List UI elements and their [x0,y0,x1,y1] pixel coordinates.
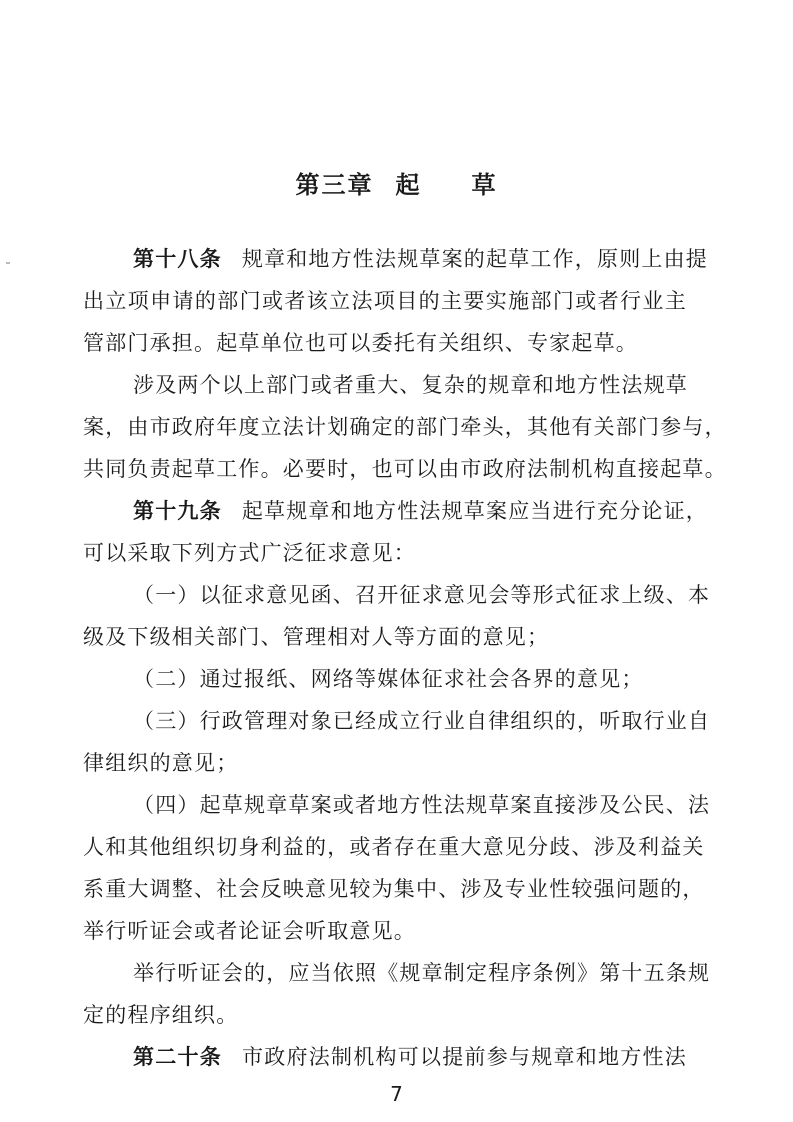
chapter-number: 第三章 [295,170,374,199]
paragraph-line: 共同负责起草工作。必要时，也可以由市政府法制机构直接起草。 [83,457,727,481]
chapter-word-1: 起 [395,170,422,199]
paragraph-line: 律组织的意见； [83,751,239,775]
text-span: 起草规章和地方性法规草案应当进行充分论证， [241,499,709,523]
text-span: 市政府法制机构可以提前参与规章和地方性法 [242,1045,687,1069]
paragraph-line [133,491,709,531]
paragraph-line: 系重大调整、社会反映意见较为集中、涉及专业性较强问题的， [83,877,705,901]
paragraph-line [133,239,709,279]
paragraph-line: 级及下级相关部门、管理相对人等方面的意见； [83,625,550,649]
paragraph-line: （三）行政管理对象已经成立行业自律组织的，听取行业自 [133,709,711,733]
article-heading: 第十八条 [133,246,222,271]
article-heading: 第十九条 [133,498,222,523]
paragraph-line [133,1037,687,1077]
paragraph-line: 出立项申请的部门或者该立法项目的主要实施部门或者行业主 [83,289,687,313]
paragraph-line: （四）起草规章草案或者地方性法规草案直接涉及公民、法 [133,793,711,817]
paragraph-line: （一）以征求意见函、召开征求意见会等形式征求上级、本 [133,583,711,607]
text-span: 规章和地方性法规草案的起草工作，原则上由提 [241,247,709,271]
paragraph-line: （二）通过报纸、网络等媒体征求社会各界的意见； [133,667,644,691]
paragraph-line: 可以采取下列方式广泛征求意见： [83,541,416,565]
paragraph-line: 举行听证会的，应当依照《规章制定程序条例》第十五条规 [133,961,711,985]
page-number: 7 [390,1082,403,1106]
paragraph-line: 人和其他组织切身利益的，或者存在重大意见分歧、涉及利益关 [83,835,705,859]
paragraph-line: 举行听证会或者论证会听取意见。 [83,919,416,943]
paragraph-line: 定的程序组织。 [83,1003,239,1027]
chapter-word-2: 草 [471,170,498,199]
paragraph-line: 管部门承担。起草单位也可以委托有关组织、专家起草。 [83,331,638,355]
chapter-title [0,165,793,200]
scan-edge-mark [6,262,10,264]
article-heading: 第二十条 [133,1044,223,1069]
paragraph-line: 涉及两个以上部门或者重大、复杂的规章和地方性法规草 [133,373,688,397]
paragraph-line: 案，由市政府年度立法计划确定的部门牵头，其他有关部门参与， [83,415,727,439]
